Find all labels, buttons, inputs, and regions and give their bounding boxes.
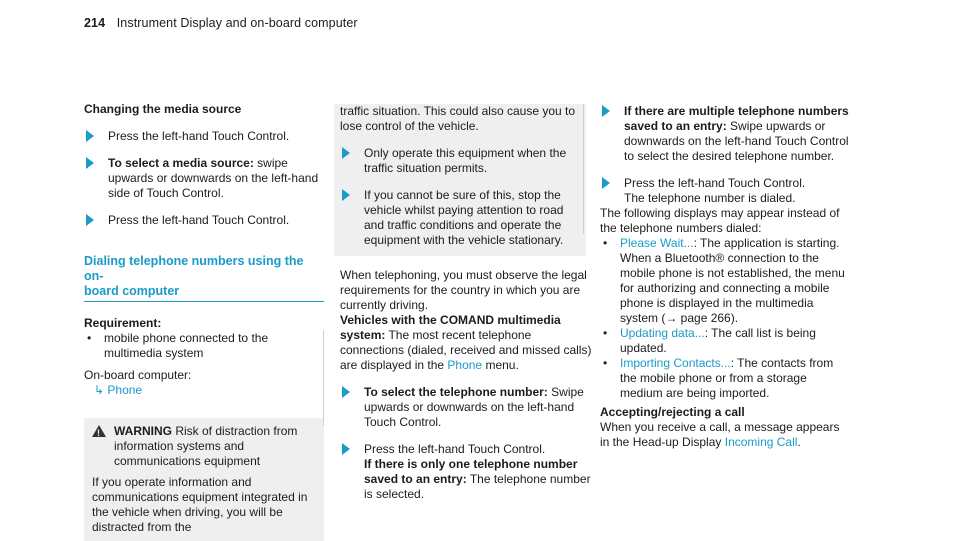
heading-accepting-call: Accepting/rejecting a call — [600, 405, 745, 419]
incoming-call-label: Incoming Call — [724, 435, 798, 449]
obc-path — [84, 383, 324, 398]
obc-label: On-board computer: — [84, 368, 192, 382]
step-text: Swipe upwards or downwards on the left-hand Touch Control to select the desired telephone number. — [624, 119, 849, 163]
bullet-icon: • — [87, 331, 92, 345]
status-text: : The call list is being updated. — [620, 326, 816, 355]
page-header — [84, 16, 358, 31]
step-text: Press the left-hand Touch Control. — [108, 213, 290, 227]
step-bold: If there are multiple telephone numbers saved to an entry: — [624, 104, 849, 133]
column-1 — [84, 102, 324, 541]
comand-text: The most recent telephone connections (dialed, received and missed calls) are displayed in the — [340, 328, 592, 372]
bullet-icon: • — [603, 236, 608, 250]
warning-triangle-icon — [92, 425, 106, 437]
comand-end: menu. — [482, 358, 519, 372]
step-multiple-numbers — [600, 104, 852, 164]
step-arrow-icon — [342, 386, 350, 398]
step-arrow-icon — [602, 177, 610, 189]
step-press-touch-control-3 — [340, 442, 592, 502]
heading-changing-media-source: Changing the media source — [84, 102, 242, 116]
bullet-icon: • — [603, 326, 608, 340]
step-bold: If there is only one telephone number saved to an entry: — [364, 457, 578, 486]
warning-box-continued — [334, 104, 586, 256]
warning-box — [84, 418, 324, 541]
step-press-touch-control-2 — [84, 213, 324, 228]
warning-step-1 — [340, 146, 580, 176]
step-arrow-icon — [86, 214, 94, 226]
comand-paragraph — [340, 313, 592, 373]
section-title-line-1: Dialing telephone numbers using the on- — [84, 254, 304, 283]
status-text: : The contacts from the mobile phone or from a storage medium are being imported. — [620, 356, 834, 400]
step-text: Press the left-hand Touch Control. — [624, 176, 806, 190]
phone-menu-link: Phone — [447, 358, 483, 372]
warning-body: If you operate information and communications equipment integrated in the vehicle when driving, you will be distracted from the — [92, 475, 308, 534]
step-press-touch-control-4 — [600, 176, 852, 206]
step-arrow-icon — [342, 189, 350, 201]
column-divider — [323, 330, 324, 426]
column-2 — [340, 104, 592, 502]
step-text: Only operate this equipment when the traffic situation permits. — [364, 146, 567, 175]
menu-arrow-icon: ↳ — [94, 383, 105, 397]
accept-text: When you receive a call, a message appears in the Head-up Display — [600, 420, 840, 449]
status-label: Importing Contacts... — [620, 356, 731, 370]
bullet-icon: • — [603, 356, 608, 370]
status-label: Please Wait... — [620, 236, 694, 250]
warning-continuation: traffic situation. This could also cause you to lose control of the vehicle. — [340, 104, 576, 133]
warning-heading-text: Risk of distraction from information systems and communications equipment — [114, 424, 298, 468]
step-arrow-icon — [86, 157, 94, 169]
comand-bold: Vehicles with the COMAND multimedia system: — [340, 313, 561, 342]
column-divider — [583, 104, 584, 234]
section-title-dialing — [84, 254, 324, 302]
phone-menu-link: Phone — [107, 383, 143, 397]
step-bold: To select the telephone number: — [364, 385, 548, 399]
step-arrow-icon — [342, 443, 350, 455]
section-title-line-2: board computer — [84, 284, 180, 298]
step-text: swipe upwards or downwards on the left-hand side of Touch Control. — [108, 156, 319, 200]
warning-header — [92, 424, 316, 469]
step-press-touch-control — [84, 129, 324, 144]
warning-label: WARNING — [114, 424, 172, 438]
step-tail: The telephone number is selected. — [364, 472, 591, 501]
page-header-title: Instrument Display and on-board computer — [116, 16, 358, 30]
status-label: Updating data... — [620, 326, 705, 340]
step-arrow-icon — [86, 130, 94, 142]
requirement-text: mobile phone connected to the multimedia system — [104, 331, 269, 360]
step-text: Press the left-hand Touch Control. — [108, 129, 290, 143]
list-item — [600, 356, 852, 401]
list-item — [600, 236, 852, 326]
status-text: : The application is starting. When a Bluetooth® connection to the mobile phone is not established, the menu for authorizing and connecting a mobile phone is displayed in the multimedia system (→ page 266). — [620, 236, 845, 325]
requirement-label: Requirement: — [84, 316, 162, 330]
step-arrow-icon — [602, 105, 610, 117]
column-3 — [600, 104, 852, 450]
requirement-item — [84, 331, 324, 361]
following-displays: The following displays may appear instead of the telephone numbers dialed: — [600, 206, 840, 235]
accept-end: . — [797, 435, 801, 449]
step-bold: To select a media source: — [108, 156, 254, 170]
step-arrow-icon — [342, 147, 350, 159]
step-text: Press the left-hand Touch Control. — [364, 442, 546, 456]
step-text: Swipe upwards or downwards on the left-hand Touch Control. — [364, 385, 584, 429]
step-text: If you cannot be sure of this, stop the vehicle whilst paying attention to road and traffic conditions and operate the equipment with the vehicle stationary. — [364, 188, 564, 247]
page-number: 214 — [84, 16, 106, 30]
accept-paragraph — [600, 420, 852, 450]
legal-note: When telephoning, you must observe the legal requirements for the country in which you are currently driving. — [340, 268, 587, 312]
step-result: The telephone number is dialed. — [624, 191, 796, 205]
step-select-media-source — [84, 156, 324, 201]
step-select-telephone-number — [340, 385, 592, 430]
warning-step-2 — [340, 188, 580, 248]
list-item — [600, 326, 852, 356]
